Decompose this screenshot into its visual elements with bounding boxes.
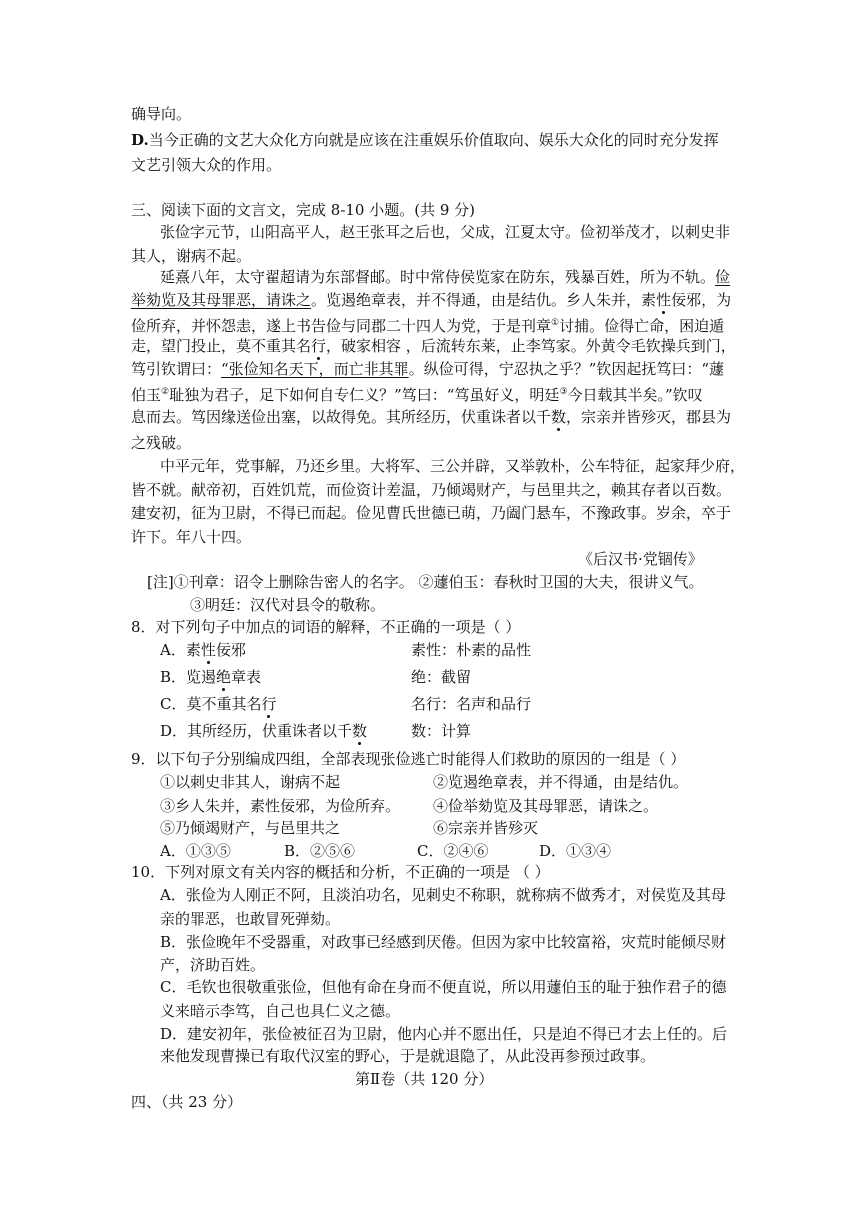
- passage-line: 张俭字元节，山阳高平人，赵王张耳之后也，父成，江夏太守。俭初举茂才，以刺史非: [160, 223, 731, 241]
- underlined-text: 举劾览及其母罪恶，请诛之: [131, 291, 312, 309]
- option-text: C．莫不重其名: [160, 695, 262, 713]
- passage-text: 笃引钦谓曰：: [131, 360, 222, 378]
- q8-option-d-explanation: 数：计算: [411, 722, 472, 740]
- dotted-char: 数: [551, 408, 567, 426]
- dotted-char: 行: [261, 695, 277, 713]
- dotted-char: 性: [200, 641, 216, 659]
- question-10-stem: 10．下列对原文有关内容的概括和分析，不正确的一项是 （ ）: [131, 863, 550, 881]
- underlined-text: “张俭知名天下，而亡非其罪: [221, 360, 409, 378]
- q9-item: ③乡人朱并，素性佞邪，为俭所弃。: [160, 797, 401, 815]
- passage-text: 。纵俭可得，宁忍执之乎？”钦因起抚笃曰：“蘧: [408, 360, 725, 378]
- q9-choice-d: D．①③④: [539, 842, 612, 860]
- source-citation: 《后汉书·党锢传》: [578, 550, 703, 568]
- q8-option-a-explanation: 素性：朴素的品性: [411, 641, 532, 659]
- q9-item: ⑤乃倾竭财产，与邑里共之: [160, 819, 341, 837]
- passage-line: 中平元年，党事解，乃还乡里。大将军、三公并辟，又举敦朴，公车特征，起家拜少府，: [160, 457, 746, 475]
- passage-text: 素: [641, 291, 657, 309]
- footnote-mark: ③: [559, 387, 568, 397]
- q9-choice-c: C．②④⑥: [417, 842, 489, 860]
- passage-line: [160, 267, 730, 287]
- q9-item: ④俭举劾览及其母罪恶，请诛之。: [433, 797, 659, 815]
- option-text: 章表: [231, 668, 262, 686]
- passage-text: 伯玉: [131, 386, 162, 404]
- passage-text: ，宗亲并皆殄灭，郡县为: [566, 408, 732, 426]
- q10-option-d-line: D．建安初年，张俭被征召为卫尉，他内心并不愿出任，只是迫不得已才去上任的。后: [160, 1025, 728, 1043]
- passage-text: 延熹八年，太守翟超请为东部督邮。时中常侍侯览家在防东，残暴百姓，所为不轨。: [160, 268, 716, 286]
- passage-text: ，破家相容 ，后流转东莱，止李笃家。外黄令毛钦操兵到门，: [326, 337, 736, 355]
- passage-line: [131, 336, 736, 356]
- dotted-char: 行: [311, 337, 327, 355]
- passage-text: 俭所弃，并怀怨恚，遂上书告俭与同郡二十四人为党，于是刊章: [131, 317, 552, 335]
- section-heading: 三、阅读下面的文言文，完成 8-10 小题。(共 9 分): [131, 201, 476, 219]
- option-text: 佞邪: [215, 641, 246, 659]
- passage-line: 许下。年八十四。: [131, 528, 252, 546]
- option-d-label: D.: [131, 131, 149, 149]
- note-line: [注]①刊章：诏令上删除告密人的名字。 ②蘧伯玉：春秋时卫国的大夫，很讲义气。: [147, 573, 704, 591]
- passage-line: 之残破。: [131, 434, 192, 452]
- q9-choice-a: A．①③⑤: [160, 842, 231, 860]
- q8-option-c: [160, 694, 277, 714]
- passage-line: [131, 290, 731, 310]
- q8-option-c-explanation: 名行：名声和品行: [411, 695, 532, 713]
- q8-option-a: [160, 640, 246, 660]
- passage-text: 讨捕。俭得亡命，困迫遁: [559, 317, 725, 335]
- section-4-heading: 四、（共 23 分）: [131, 1093, 243, 1111]
- passage-line: 皆不就。献帝初，百姓饥荒，而俭资计差温，乃倾竭财产，与邑里共之，赖其存者以百数。: [131, 481, 732, 499]
- passage-text: 佞邪，为: [671, 291, 732, 309]
- underlined-text: 俭: [715, 268, 731, 286]
- question-9-stem: 9．以下句子分别编成四组，全部表现张俭逃亡时能得人们救助的原因的一组是（ ）: [131, 750, 686, 768]
- q10-option-b-line: 产，济助百姓。: [160, 956, 266, 974]
- option-text: D．其所经历，伏重诛者以千: [160, 722, 353, 740]
- passage-text: 息而去。笃因缘送俭出塞，以故得免。其所经历，伏重诛者以千: [131, 408, 552, 426]
- q8-option-b-explanation: 绝：截留: [411, 668, 472, 686]
- q9-item: ①以刺史非其人，谢病不起: [160, 773, 341, 791]
- q10-option-d-line: 来他发现曹操已有取代汉室的野心，于是就退隐了，从此没再参预过政事。: [160, 1047, 656, 1065]
- dotted-char: 数: [352, 722, 368, 740]
- part-2-title: 第Ⅱ卷（共 120 分）: [355, 1070, 494, 1088]
- q8-option-d: [160, 721, 367, 741]
- question-8-stem: 8．对下列句子中加点的词语的解释，不正确的一项是（ ）: [131, 618, 521, 636]
- q8-option-b: [160, 667, 261, 687]
- footnote-mark: ①: [551, 318, 560, 328]
- q10-option-b-line: B．张俭晚年不受器重，对政事已经感到厌倦。但因为家中比较富裕，灾荒时能倾尽财: [160, 933, 727, 951]
- dotted-char: 性: [656, 291, 672, 309]
- passage-line: [131, 382, 703, 405]
- passage-text: 走，望门投止，莫不重其名: [131, 337, 312, 355]
- passage-line: [131, 313, 724, 336]
- q9-choice-b: B．②⑤⑥: [284, 842, 356, 860]
- q10-option-c-line: 义来暗示李笃，自己也具仁义之德。: [160, 1002, 401, 1020]
- passage-line: [131, 359, 724, 379]
- text-line: 文艺引领大众的作用。: [131, 156, 282, 174]
- text-line: 确导向。: [131, 105, 192, 123]
- passage-line: [131, 407, 731, 427]
- passage-line: 其人，谢病不起。: [131, 247, 252, 265]
- q9-item: ②览遏绝章表，并不得通，由是结仇。: [433, 773, 689, 791]
- note-line: ③明廷：汉代对县令的敬称。: [190, 596, 386, 614]
- passage-text: 耻独为君子，足下如何自专仁义？”笃曰：“笃虽好义，明廷: [169, 386, 560, 404]
- q10-option-a-line: 亲的罪恶，也敢冒死弹劾。: [160, 910, 341, 928]
- q10-option-a-line: A．张俭为人刚正不阿，且淡泊功名，见刺史不称职，就称病不做秀才，对侯览及其母: [160, 886, 726, 904]
- option-text: A．素: [160, 641, 201, 659]
- passage-text: 。览遏绝章表，并不得通，由是结仇。乡人朱并，: [311, 291, 642, 309]
- q9-item: ⑥宗亲并皆殄灭: [433, 819, 539, 837]
- passage-line: 建安初，征为卫尉，不得已而起。俭见曹氏世德已萌，乃阖门悬车，不豫政事。岁余，卒于: [131, 504, 732, 522]
- passage-text: 今日载其半矣。”钦叹: [567, 386, 703, 404]
- option-text: B．览遏: [160, 668, 217, 686]
- option-d-text: 当今正确的文艺大众化方向就是应该在注重娱乐价值取向、娱乐大众化的同时充分发挥: [148, 131, 719, 149]
- option-d-line: [131, 130, 719, 150]
- q10-option-c-line: C．毛钦也很敬重张俭，但他有命在身而不便直说，所以用蘧伯玉的耻于独作君子的德: [160, 978, 727, 996]
- dotted-char: 绝: [216, 668, 232, 686]
- footnote-mark: ②: [161, 387, 170, 397]
